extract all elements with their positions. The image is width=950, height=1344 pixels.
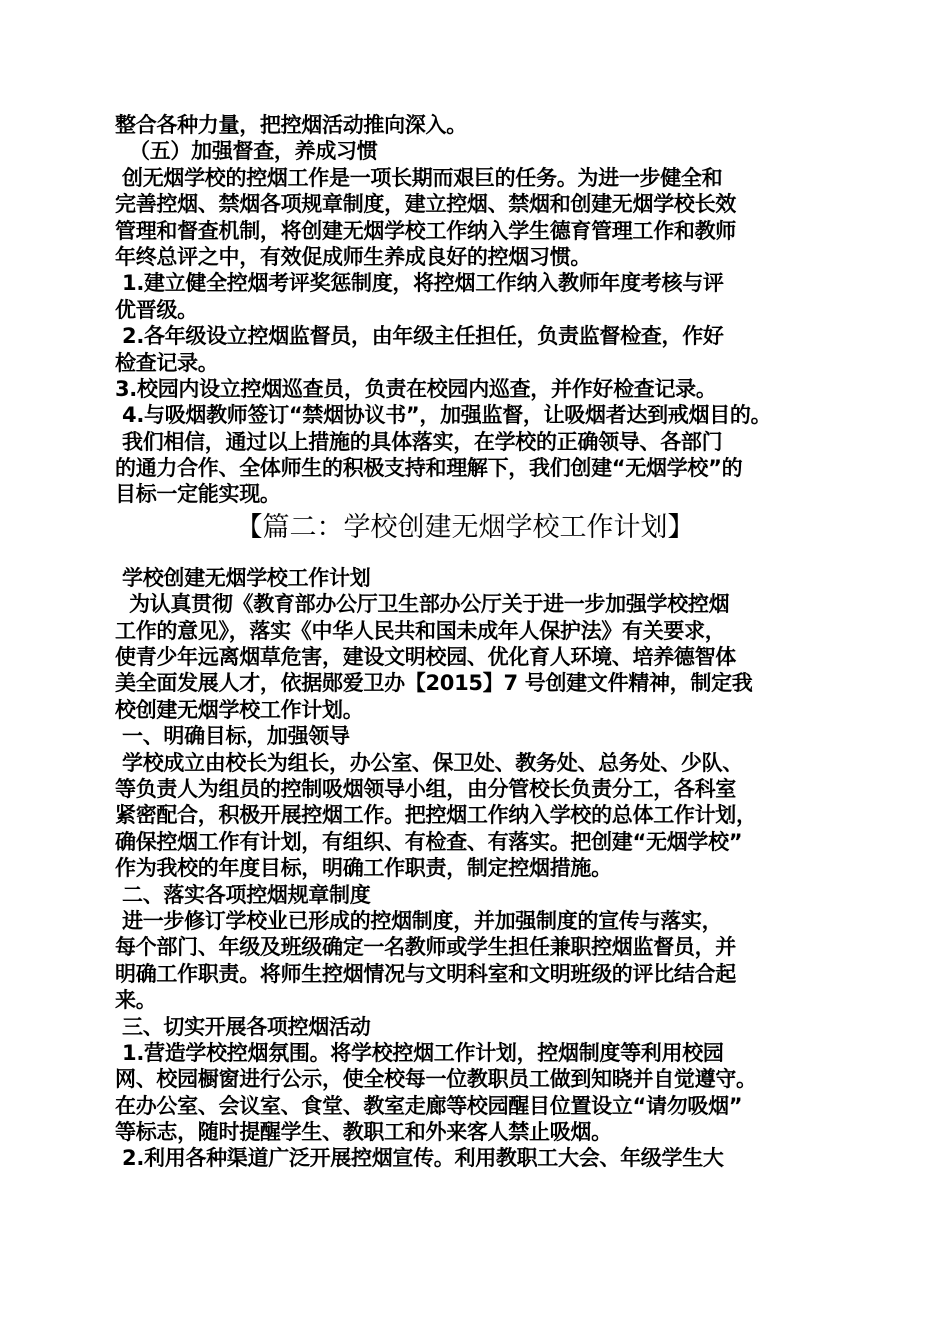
- text-line: 作为我校的年度目标，明确工作职责，制定控烟措施。: [115, 856, 612, 881]
- text-line: 1.建立健全控烟考评奖惩制度，将控烟工作纳入教师年度考核与评: [115, 271, 724, 296]
- text-line: 3.校园内设立控烟巡查员，负责在校园内巡查，并作好检查记录。: [115, 376, 717, 401]
- text-line: 检查记录。: [115, 350, 219, 375]
- text-line: 在办公室、会议室、食堂、教室走廊等校园醒目位置设立“请勿吸烟”: [115, 1093, 743, 1118]
- text-line: 使青少年远离烟草危害，建设文明校园、优化育人环境、培养德智体: [115, 645, 736, 670]
- text-line: 等负责人为组员的控制吸烟领导小组，由分管校长负责分工，各科室: [115, 776, 736, 801]
- document-page: [115, 112, 845, 1172]
- text-line: 4.与吸烟教师签订“禁烟协议书”，加强监督，让吸烟者达到戒烟目的。: [115, 403, 772, 428]
- text-line: 确保控烟工作有计划，有组织、有检查、有落实。把创建“无烟学校”: [115, 829, 743, 854]
- text-line: 1.营造学校控烟氛围。将学校控烟工作计划，控烟制度等利用校园: [115, 1040, 724, 1065]
- text-line: 校创建无烟学校工作计划。: [115, 697, 364, 722]
- text-line: 目标一定能实现。: [115, 482, 281, 507]
- text-line: 等标志，随时提醒学生、教职工和外来客人禁止吸烟。: [115, 1120, 612, 1145]
- text-line: 一、明确目标，加强领导: [115, 724, 350, 749]
- text-line: 完善控烟、禁烟各项规章制度，建立控烟、禁烟和创建无烟学校长效: [115, 192, 736, 217]
- text-line: 整合各种力量，把控烟活动推向深入。: [115, 113, 467, 137]
- text-line: 二、落实各项控烟规章制度: [115, 882, 371, 907]
- text-line: 进一步修订学校业已形成的控烟制度，并加强制度的宣传与落实，: [115, 908, 723, 933]
- section-2-text: [115, 565, 845, 1172]
- section-2-title: 【篇二：学校创建无烟学校工作计划】: [235, 511, 695, 543]
- text-line: 管理和督查机制，将创建无烟学校工作纳入学生德育管理工作和教师: [115, 218, 736, 243]
- text-line: 每个部门、年级及班级确定一名教师或学生担任兼职控烟监督员，并: [115, 935, 736, 960]
- text-line: 的通力合作、全体师生的积极支持和理解下，我们创建“无烟学校”的: [115, 456, 743, 481]
- text-line: 2.各年级设立控烟监督员，由年级主任担任，负责监督检查，作好: [115, 324, 724, 349]
- text-line: 工作的意见》，落实《中华人民共和国未成年人保护法》有关要求，: [115, 618, 726, 643]
- text-line: 三、切实开展各项控烟活动: [115, 1014, 371, 1039]
- text-line: 创无烟学校的控烟工作是一项长期而艰巨的任务。为进一步健全和: [115, 165, 723, 190]
- text-line: 网、校园橱窗进行公示，使全校每一位教职员工做到知晓并自觉遵守。: [115, 1067, 757, 1092]
- section-1-text: [115, 112, 845, 508]
- text-line: 学校成立由校长为组长，办公室、保卫处、教务处、总务处、少队、: [115, 750, 744, 775]
- text-line: （五）加强督查，养成习惯: [115, 139, 378, 164]
- text-line: 紧密配合，积极开展控烟工作。把控烟工作纳入学校的总体工作计划，: [115, 803, 757, 828]
- text-line: 学校创建无烟学校工作计划: [115, 565, 371, 590]
- text-line: 来。: [115, 988, 157, 1013]
- text-line: 2.利用各种渠道广泛开展控烟宣传。利用教职工大会、年级学生大: [115, 1146, 724, 1171]
- text-line: 我们相信，通过以上措施的具体落实，在学校的正确领导、各部门: [115, 429, 723, 454]
- text-line: 优晋级。: [115, 297, 198, 322]
- text-line: 为认真贯彻《教育部办公厅卫生部办公厅关于进一步加强学校控烟: [115, 592, 730, 617]
- text-line: 明确工作职责。将师生控烟情况与文明科室和文明班级的评比结合起: [115, 961, 736, 986]
- text-line: 年终总评之中，有效促成师生养成良好的控烟习惯。: [115, 244, 592, 269]
- text-line: 美全面发展人才，依据郧爱卫办【2015】7 号创建文件精神，制定我: [115, 671, 753, 696]
